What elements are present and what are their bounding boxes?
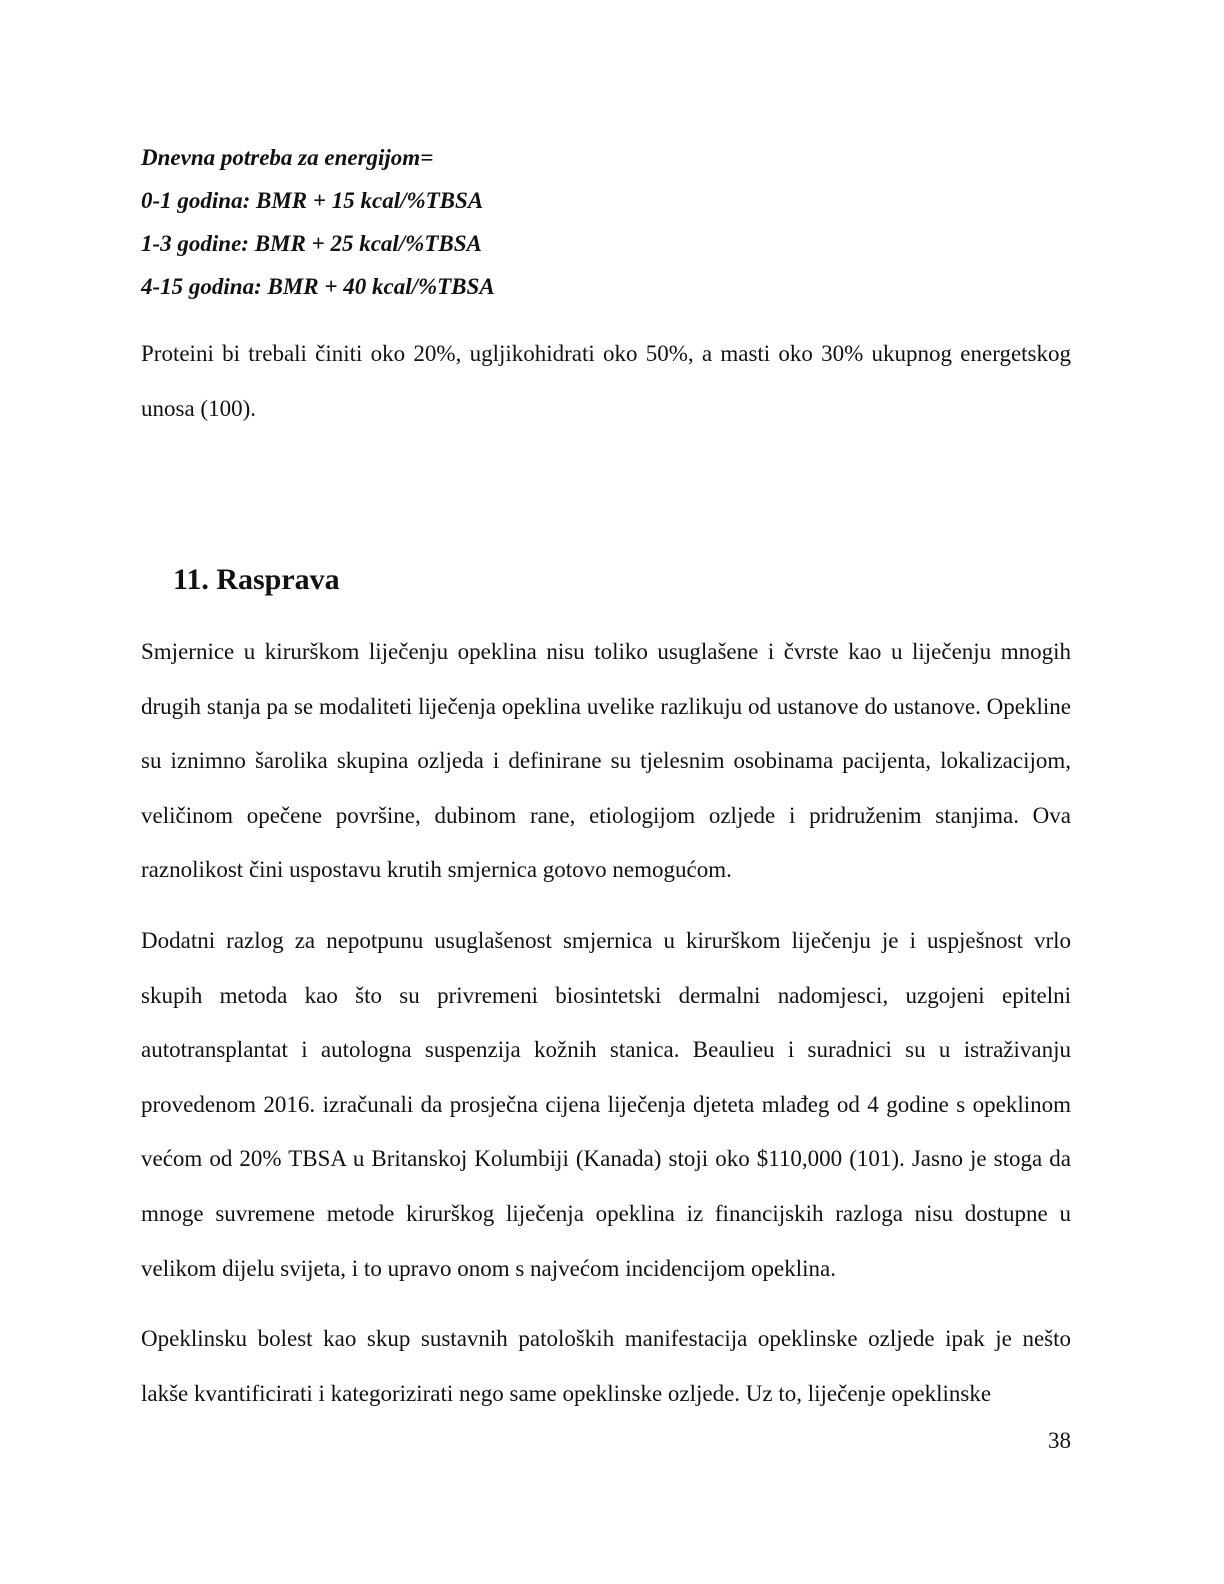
formula-title: Dnevna potreba za energijom= (141, 145, 434, 170)
paragraph: Smjernice u kirurškom liječenju opeklina nisu toliko usuglašene i čvrste kao u liječenju mnogih drugih stanja pa se modaliteti liječenja opeklina uvelike razlikuju od ustanove do ustanove. Opekline su iznimno šarolika skupina ozljeda i definirane su tjelesnim osobinama pacijenta, lokalizacijom, veličinom opečene površine, dubinom rane, etiologijom ozljede i pridruženim stanjima. Ova raznolikost čini uspostavu krutih smjernica gotovo nemogućom. (141, 639, 1071, 883)
paragraph: Dodatni razlog za nepotpunu usuglašenost smjernica u kirurškom liječenju je i uspješnost vrlo skupih metoda kao što su privremeni biosintetski dermalni nadomjesci, uzgojeni epitelni autotransplantat i autologna suspenzija kožnih stanica. Beaulieu i suradnici su u istraživanju provedenom 2016. izračunali da prosječna cijena liječenja djeteta mlađeg od 4 godine s opeklinom većom od 20% TBSA u Britanskoj Kolumbiji (Kanada) stoji oko $110,000 (101). Jasno je stoga da mnoge suvremene metode kirurškog liječenja opeklina iz financijskih razloga nisu dostupne u velikom dijelu svijeta, i to upravo onom s najvećom incidencijom opeklina. (141, 928, 1071, 1281)
paragraph: Opeklinsku bolest kao skup sustavnih patoloških manifestacija opeklinske ozljede ipak je nešto lakše kvantificirati i kategorizirati nego same opeklinske ozljede. Uz to, liječenje opeklinske (141, 1326, 1071, 1406)
formula-line-1-3: 1-3 godine: BMR + 25 kcal/%TBSA (141, 231, 482, 256)
protein-paragraph: Proteini bi trebali činiti oko 20%, ugljikohidrati oko 50%, a masti oko 30% ukupnog energetskog unosa (100). (141, 341, 1071, 421)
section-heading: 11. Rasprava (173, 563, 340, 596)
formula-line-4-15: 4-15 godina: BMR + 40 kcal/%TBSA (141, 274, 495, 299)
energy-requirement-formula (141, 136, 1081, 308)
formula-line-0-1: 0-1 godina: BMR + 15 kcal/%TBSA (141, 188, 484, 213)
page-number: 38 (1048, 1428, 1071, 1453)
